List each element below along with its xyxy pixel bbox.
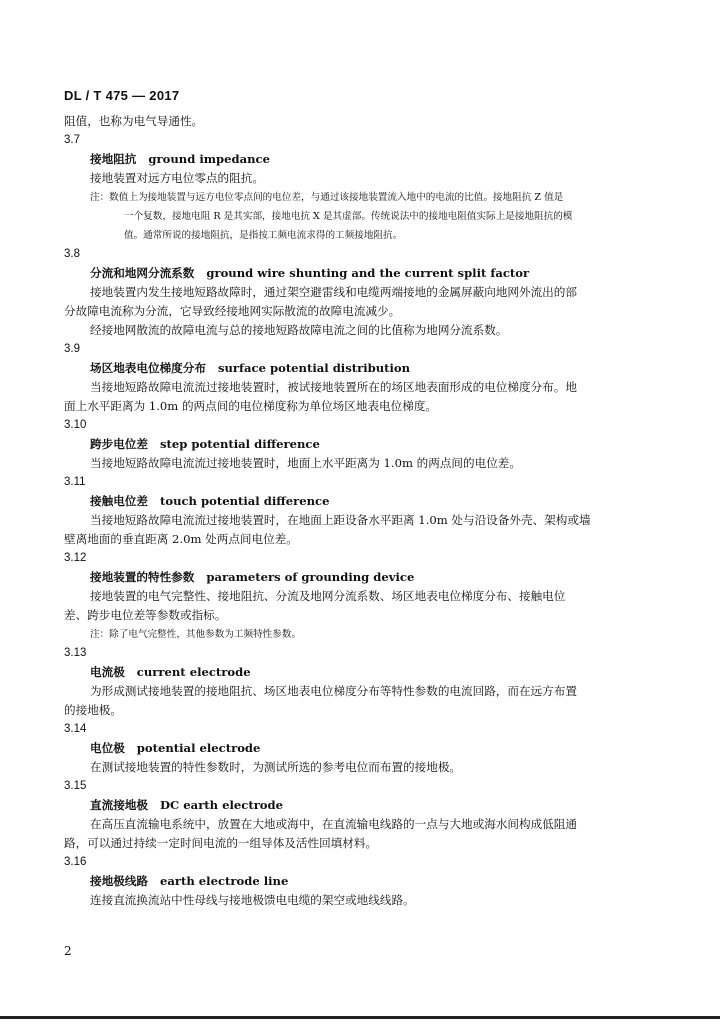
note-line: 注：除了电气完整性，其他参数为工频特性参数。 [90,629,302,640]
term-cn: 电位极 [90,741,125,755]
term-heading [64,663,654,682]
document-body [64,112,654,910]
body-line: 在测试接地装置的特性参数时，为测试所选的参考电位而布置的接地极。 [90,760,462,774]
term-heading [64,739,654,758]
body-line: 阻值，也称为电气导通性。 [64,114,204,128]
note-line: 一个复数，接地电阻 R 是其实部，接地电抗 X 是其虚部。传统说法中的接地电阻值实际上是接地阻抗的模 [124,211,573,222]
body-line: 分故障电流称为分流，它导致经接地网实际散流的故障电流减少。 [64,304,401,318]
term-en: parameters of grounding device [206,570,415,584]
term-cn: 接地阻抗 [90,152,137,166]
section-number: 3.14 [64,723,87,735]
section-number: 3.11 [64,476,86,488]
document-code-header: DL / T 475 — 2017 [64,88,180,103]
body-line: 的接地极。 [64,703,122,717]
term-cn: 跨步电位差 [90,437,148,451]
section-number: 3.7 [64,134,80,146]
body-line: 当接地短路故障电流流过接地装置时，在地面上距设备水平距离 1.0m 处与沿设备外壳、架构或墙 [90,513,591,527]
term-cn: 分流和地网分流系数 [90,266,195,280]
term-cn: 接地极线路 [90,874,148,888]
term-heading [64,264,654,283]
term-cn: 电流极 [90,665,125,679]
page-number: 2 [64,944,72,958]
scan-border-line [0,1016,720,1019]
term-cn: 接触电位差 [90,494,148,508]
note-line: 值。通常所说的接地阻抗，是指按工频电流求得的工频接地阻抗。 [124,230,403,241]
term-heading [64,568,654,587]
section-number: 3.10 [64,419,87,431]
body-line: 当接地短路故障电流流过接地装置时，被试接地装置所在的场区地表面形成的电位梯度分布。地 [90,380,577,394]
term-en: DC earth electrode [159,798,284,812]
term-en: step potential difference [159,437,320,451]
term-en: current electrode [136,665,251,679]
section-number: 3.13 [64,647,87,659]
term-en: ground wire shunting and the current split factor [206,266,530,280]
term-cn: 接地装置的特性参数 [90,570,195,584]
term-en: surface potential distribution [217,361,411,375]
section-number: 3.16 [64,856,87,868]
body-line: 差、跨步电位差等参数或指标。 [64,608,227,622]
term-en: touch potential difference [159,494,330,508]
term-heading [64,359,654,378]
term-cn: 场区地表电位梯度分布 [90,361,206,375]
section-number: 3.9 [64,343,80,355]
term-heading [64,872,654,891]
body-line: 在高压直流输电系统中，放置在大地或海中，在直流输电线路的一点与大地或海水间构成低阻通 [90,817,577,831]
note-line: 注：数值上为接地装置与远方电位零点间的电位差，与通过该接地装置流入地中的电流的比值。接地阻抗 Z 值是 [90,192,564,203]
body-line: 面上水平距离为 1.0m 的两点间的电位梯度称为单位场区地表电位梯度。 [64,399,438,413]
term-heading [64,492,654,511]
term-heading [64,796,654,815]
term-en: ground impedance [148,152,270,166]
body-line: 接地装置对远方电位零点的阻抗。 [90,171,264,185]
body-line: 经接地网散流的故障电流与总的接地短路故障电流之间的比值称为地网分流系数。 [90,323,508,337]
term-en: potential electrode [136,741,261,755]
body-line: 当接地短路故障电流流过接地装置时，地面上水平距离为 1.0m 的两点间的电位差。 [90,456,521,470]
term-cn: 直流接地极 [90,798,148,812]
term-en: earth electrode line [159,874,289,888]
section-number: 3.15 [64,780,87,792]
body-line: 连接直流换流站中性母线与接地极馈电电缆的架空或地线线路。 [90,893,415,907]
term-heading [64,435,654,454]
body-line: 壁离地面的垂直距离 2.0m 处两点间电位差。 [64,532,298,546]
section-number: 3.12 [64,552,87,564]
body-line: 路，可以通过持续一定时间电流的一组导体及活性回填材料。 [64,836,378,850]
body-line: 为形成测试接地装置的接地阻抗、场区地表电位梯度分布等特性参数的电流回路，而在远方布置 [90,684,577,698]
body-line: 接地装置内发生接地短路故障时，通过架空避雷线和电缆两端接地的金属屏蔽向地网外流出的部 [90,285,577,299]
body-line: 接地装置的电气完整性、接地阻抗、分流及地网分流系数、场区地表电位梯度分布、接触电位 [90,589,566,603]
section-number: 3.8 [64,248,80,260]
term-heading [64,150,654,169]
